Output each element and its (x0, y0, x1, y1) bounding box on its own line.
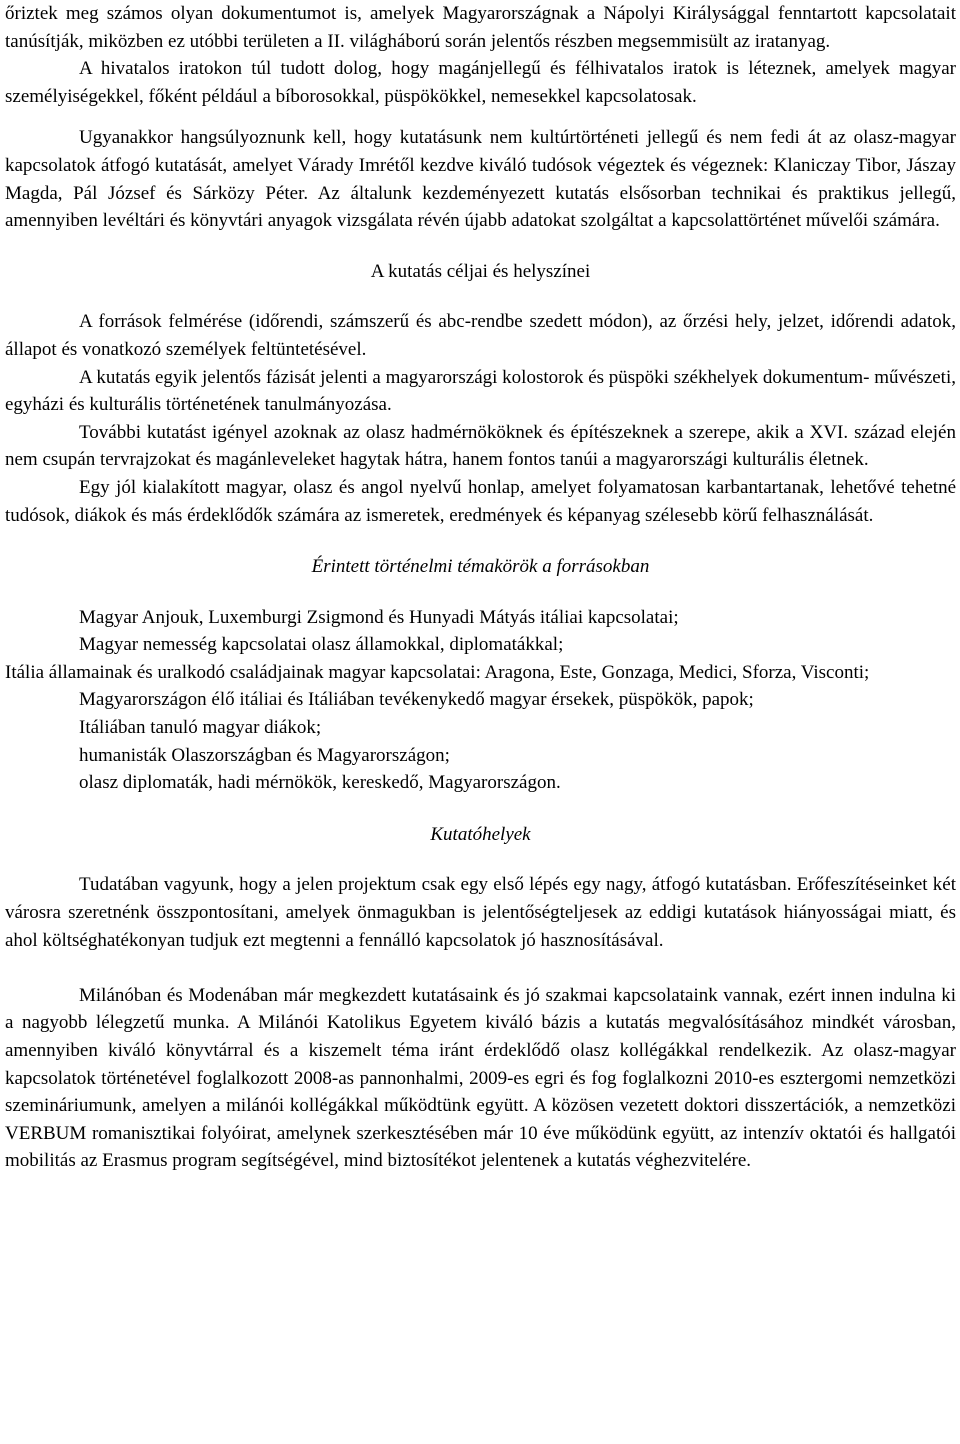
paragraph-milan-modena: Milánóban és Modenában már megkezdett kutatásaink és jó szakmai kapcsolataink vannak, ezért innen indulna ki a nagyobb lélegzetű munka. A Milánói Katolikus Egyetem kiváló bázis a kutatás megvalósításához mindkét városban, amennyiben kiváló könyvtárral és a kiszemelt téma iránt érdeklődő olasz kollégákkal rendelkezik. Az olasz-magyar kapcsolatok történetével foglalkozott 2008-as pannonhalmi, 2009-es egri és fog foglalkozni 2010-es esztergomi nemzetközi szemináriumunk, amelyen a milánói kollégákkal működtünk együtt. A közösen vezetett doktori disszertációk, a nemzetközi VERBUM romanisztikai folyóirat, amelynek szerkesztésében már 10 éve működünk együtt, az intenzív oktatói és hallgatói mobilitás az Erasmus program segítségével, mind biztosítékot jelentenek a kutatás véghezvitelére. (5, 984, 956, 1172)
list-item: Magyar Anjouk, Luxemburgi Zsigmond és Hunyadi Mátyás itáliai kapcsolatai; (79, 606, 679, 628)
list-item: olasz diplomaták, hadi mérnökök, kereskedő, Magyarországon. (79, 772, 561, 794)
section-heading-goals: A kutatás céljai és helyszínei (370, 260, 591, 282)
paragraph-first-step: Tudatában vagyunk, hogy a jelen projektum csak egy első lépés egy nagy, átfogó kutatásban. Erőfeszítéseinket két városra szeretnénk összpontosítani, amelyek önmagukban is jelentőségteljesek az eddigi kutatások hiányosságai miatt, és ahol költséghatékonyan tudjuk ezt megtenni a fennálló kapcsolatok jó hasznosításával. (5, 874, 956, 951)
topics-list (5, 604, 956, 797)
paragraph-engineers: További kutatást igényel azoknak az olasz hadmérnököknek és építészeknek a szerepe, akik a XVI. század elején nem csupán tervrajzokat és magánleveleket hagytak hátra, hanem fontos tanúi a magyarországi kulturális életnek. (5, 421, 956, 471)
paragraph-monasteries: A kutatás egyik jelentős fázisát jelenti a magyarországi kolostorok és püspöki székhelyek dokumentum- művészeti, egyházi és kulturális történetének tanulmányozása. (5, 366, 956, 416)
paragraph-research-scope: Ugyanakkor hangsúlyoznunk kell, hogy kutatásunk nem kultúrtörténeti jellegű és nem fedi át az olasz-magyar kapcsolatok átfogó kutatását, amelyet Várady Imrétől kezdve kiváló tudósok végeztek és végeznek: Klaniczay Tibor, Jászay Magda, Pál József és Sárközy Péter. Az általunk kezdeményezett kutatás elsősorban technikai és praktikus jellegű, amennyiben levéltári és könyvtári anyagok vizsgálata révén újabb adatokat szolgáltat a kapcsolattörténet művelői számára. (5, 127, 956, 232)
list-item: humanisták Olaszországban és Magyarországon; (79, 744, 450, 766)
list-item: Itália államainak és uralkodó családjainak magyar kapcsolatai: Aragona, Este, Gonzaga, Medici, Sforza, Visconti; (5, 661, 870, 683)
list-item: Magyar nemesség kapcsolatai olasz államokkal, diplomatákkal; (79, 634, 564, 656)
paragraph-website: Egy jól kialakított magyar, olasz és angol nyelvű honlap, amelyet folyamatosan karbantartanak, lehetővé tehetné tudósok, diákok és más érdeklődők számára az ismeretek, eredmények és képanyag szélesebb körű felhasználását. (5, 476, 956, 526)
list-item: Itáliában tanuló magyar diákok; (79, 717, 322, 739)
section-heading-research-sites: Kutatóhelyek (430, 823, 531, 845)
section-heading-topics: Érintett történelmi témakörök a forrásokban (311, 556, 650, 578)
blank-line (5, 954, 956, 982)
list-item: Magyarországon élő itáliai és Itáliában tevékenykedő magyar érsekek, püspökök, papok; (79, 689, 754, 711)
paragraph-private-documents: A hivatalos iratokon túl tudott dolog, hogy magánjellegű és félhivatalos iratok is léteznek, amelyek magyar személyiségekkel, főként például a bíborosokkal, püspökökkel, nemesekkel kapcsolatosak. (5, 58, 956, 107)
paragraph-sources-survey: A források felmérése (időrendi, számszerű és abc-rendbe szedett módon), az őrzési hely, jelzet, időrendi adatok, állapot és vonatkozó személyek feltüntetésével. (5, 311, 956, 360)
paragraph-archives-naples: őriztek meg számos olyan dokumentumot is, amelyek Magyarországnak a Nápolyi Királysággal fenntartott kapcsolatait tanúsítják, miközben ez utóbbi területen a II. világháború során jelentős részben megsemmisült az iratanyag. (5, 3, 956, 52)
